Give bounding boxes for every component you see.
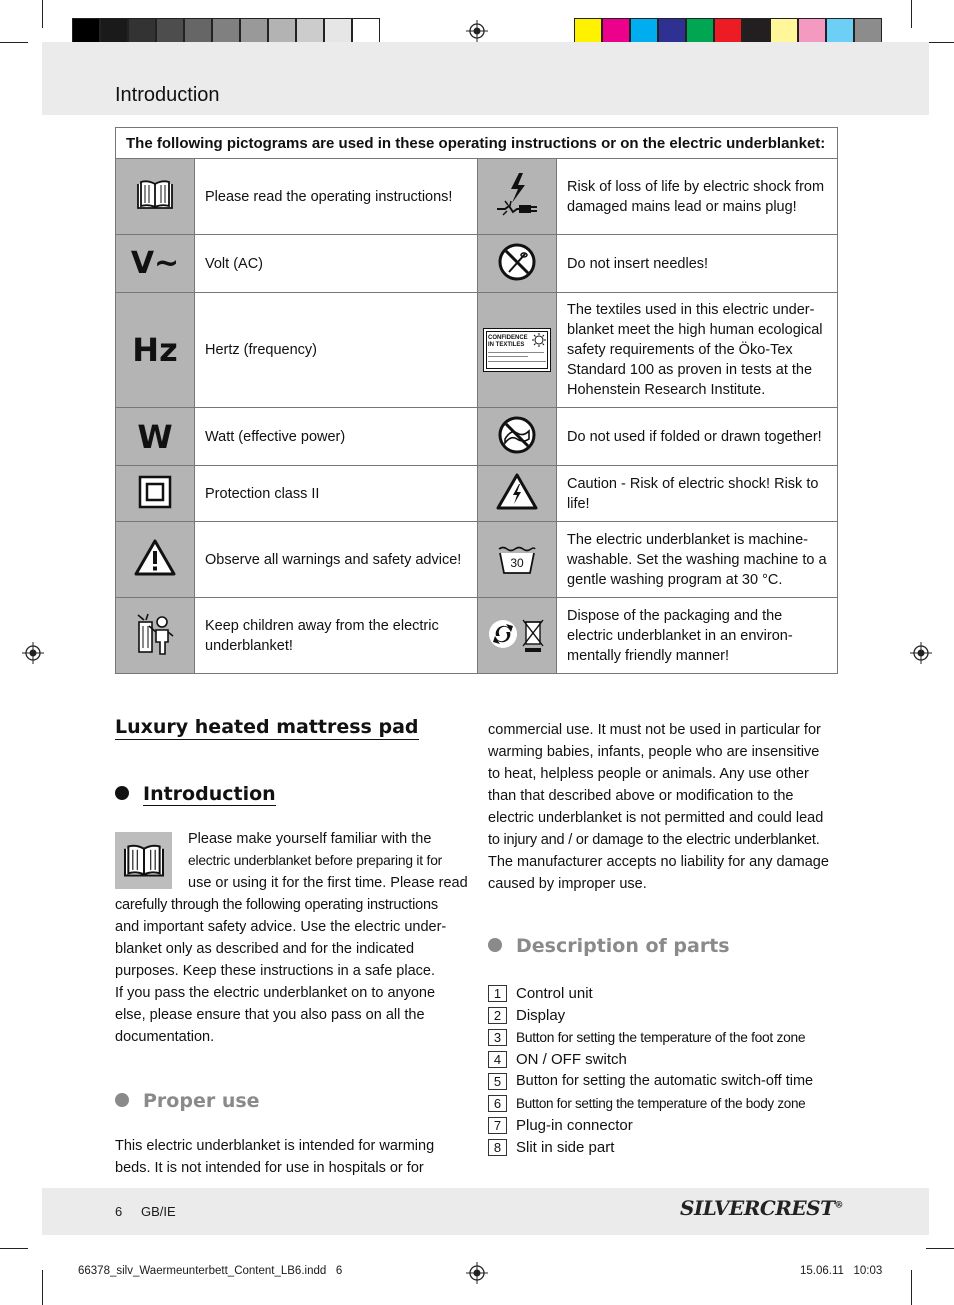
oeko-tex-label-icon: [478, 293, 557, 408]
proper-use-text-continued: commercial use. It must not be used in particular for warming babies, infants, people who are insensitive to heat, helpless people or animals. Any use other than that described above or modification to the electric underblanket is not permitted and could lead to injury and / or damage to the electric underblanket. The manufacturer accepts no liability for any damage caused by improper use.: [488, 722, 829, 892]
part-number: 1: [488, 985, 507, 1002]
crop-mark: [0, 42, 28, 43]
part-number: 5: [488, 1073, 507, 1090]
volt-symbol: [116, 235, 195, 293]
pictogram-table: [115, 127, 838, 674]
pictogram-description: Protection class II: [195, 466, 478, 522]
registration-mark-icon: [466, 20, 488, 42]
intro-text-wrapped: Please make yourself familiar with the electric underblanket before preparing it for use or using it for the first time. Please read: [188, 831, 468, 891]
crop-mark: [0, 1248, 28, 1249]
page-language: GB/IE: [141, 1204, 176, 1219]
pictogram-description: The textiles used in this electric under-blanket meet the high human ecological safety requirements of the Öko-Tex Standard 100 as proven in tests at the Hohenstein Research Institute.: [557, 293, 838, 408]
book-icon: [116, 159, 195, 235]
part-number: 2: [488, 1007, 507, 1024]
hertz-symbol: [116, 293, 195, 408]
crop-mark: [911, 1270, 912, 1305]
warning-icon: [116, 522, 195, 598]
pictogram-description: Do not used if folded or drawn together!: [557, 408, 838, 466]
bullet-icon: [488, 938, 502, 952]
recycling-disposal-icon: [478, 598, 557, 674]
bullet-icon: [115, 1093, 129, 1107]
pictogram-description: Dispose of the packaging and the electric underblanket in an environ-mentally friendly manner!: [557, 598, 838, 674]
watt-symbol-label: W: [137, 417, 173, 456]
electric-shock-plug-icon: [478, 159, 557, 235]
part-label: Control unit: [516, 984, 593, 1002]
pictogram-description: Observe all warnings and safety advice!: [195, 522, 478, 598]
crop-mark: [926, 1248, 954, 1249]
part-number: 4: [488, 1051, 507, 1068]
product-title: Luxury heated mattress pad: [115, 716, 419, 738]
part-label: Slit in side part: [516, 1138, 615, 1156]
oeko-tex-label-line-1: CONFIDENCE: [488, 335, 528, 341]
part-number: 7: [488, 1117, 507, 1134]
part-label: Button for setting the temperature of the foot zone: [516, 1029, 806, 1045]
page-number: 6: [115, 1204, 123, 1219]
list-item: [488, 1114, 813, 1136]
wash-temperature: 30: [510, 555, 524, 570]
no-folding-icon: [478, 408, 557, 466]
pictogram-description: Watt (effective power): [195, 408, 478, 466]
pictogram-description: Hertz (frequency): [195, 293, 478, 408]
pictogram-description: Caution - Risk of electric shock! Risk to life!: [557, 466, 838, 522]
watt-symbol: [116, 408, 195, 466]
part-label: Display: [516, 1006, 566, 1024]
volt-symbol-label: V~: [130, 246, 180, 281]
no-needles-icon: [478, 235, 557, 293]
list-item: [488, 1136, 813, 1158]
electric-warning-icon: [478, 466, 557, 522]
intro-text: carefully through the following operating instructions and important safety advice. Use the electric under- blanket only as described and for the indicated purposes. Keep these instructions in a safe place. If you pass the electric underblanket on to anyone else, please ensure that you also pass on all the documentation.: [115, 897, 447, 1045]
pictogram-table-heading: The following pictograms are used in these operating instructions or on the electric underblanket:: [116, 128, 838, 159]
section-heading-proper-use: Proper use: [115, 1090, 260, 1112]
hertz-symbol-label: Hz: [132, 331, 178, 369]
crop-mark: [911, 0, 912, 28]
pictogram-description: Keep children away from the electric underblanket!: [195, 598, 478, 674]
part-number: 8: [488, 1139, 507, 1156]
parts-list: [488, 982, 813, 1158]
part-label: Button for setting the temperature of the body zone: [516, 1095, 806, 1111]
part-label: Button for setting the automatic switch-off time: [516, 1073, 814, 1089]
section-heading-introduction: Introduction: [115, 783, 276, 805]
registration-mark-icon: [22, 642, 44, 664]
proper-use-text: This electric underblanket is intended for warming beds. It is not intended for use in hospitals or for: [115, 1138, 435, 1176]
list-item: [488, 1026, 813, 1048]
registration-mark-icon: [910, 642, 932, 664]
brand-registered-mark: ®: [834, 1200, 843, 1211]
keep-children-away-icon: [116, 598, 195, 674]
part-number: 6: [488, 1095, 507, 1112]
pictogram-description: Volt (AC): [195, 235, 478, 293]
list-item: [488, 1048, 813, 1070]
brand-name: SILVERCREST: [680, 1196, 835, 1220]
crop-mark: [926, 42, 954, 43]
part-number: 3: [488, 1029, 507, 1046]
list-item: [488, 1004, 813, 1026]
pictogram-description: Risk of loss of life by electric shock from damaged mains lead or mains plug!: [557, 159, 838, 235]
protection-class-ii-icon: [116, 466, 195, 522]
section-heading-parts: Description of parts: [488, 935, 730, 957]
crop-mark: [42, 0, 43, 28]
list-item: [488, 982, 813, 1004]
wash-30-icon: [478, 522, 557, 598]
pictogram-description: Please read the operating instructions!: [195, 159, 478, 235]
pictogram-description: Do not insert needles!: [557, 235, 838, 293]
list-item: [488, 1070, 813, 1092]
file-slug: 66378_silv_Waermeunterbett_Content_LB6.indd 6: [78, 1265, 343, 1277]
part-label: ON / OFF switch: [516, 1050, 627, 1068]
brand-logo: [680, 1196, 843, 1220]
page-title: Introduction: [115, 84, 220, 106]
crop-mark: [42, 1270, 43, 1305]
oeko-tex-label-line-2: IN TEXTILES: [488, 342, 525, 348]
pictogram-description: The electric underblanket is machine-washable. Set the washing machine to a gentle washing program at 30 °C.: [557, 522, 838, 598]
bullet-icon: [115, 786, 129, 800]
list-item: [488, 1092, 813, 1114]
file-date: 15.06.11 10:03: [800, 1265, 883, 1277]
part-label: Plug-in connector: [516, 1116, 633, 1134]
book-icon: [115, 832, 172, 889]
registration-mark-icon: [466, 1262, 488, 1284]
